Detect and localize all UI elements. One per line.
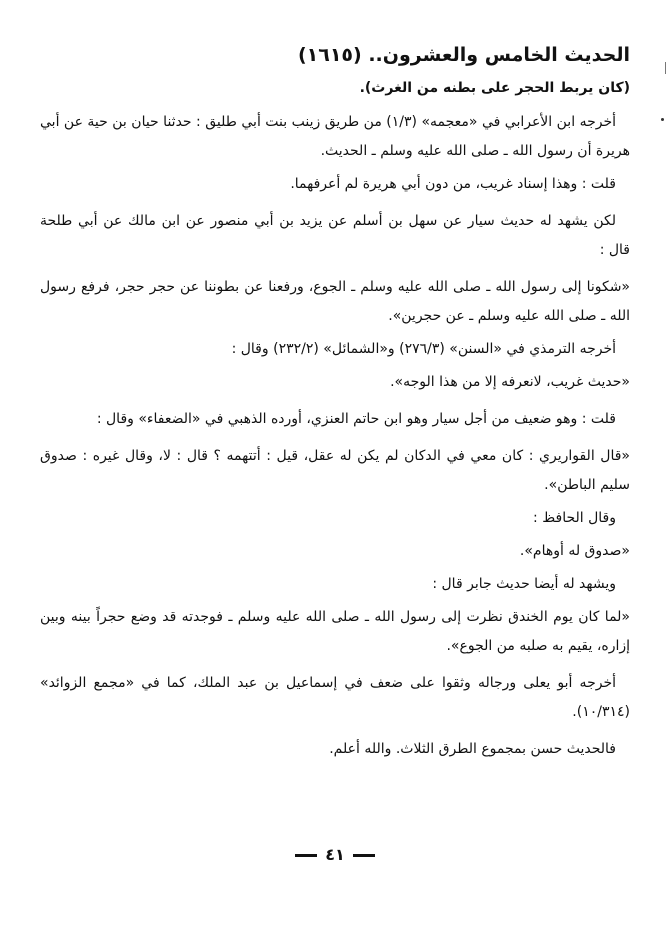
hadith-heading: الحديث الخامس والعشرون.. (١٦١٥) <box>297 44 630 66</box>
paragraph-shahid-jabir: ويشهد له أيضا حديث جابر قال : <box>432 576 616 592</box>
paragraph-hafiz: وقال الحافظ : <box>533 510 616 526</box>
quote-qawariri: «قال القواريري : كان معي في الدكان لم يكن له عقل، قيل : أتتهمه ؟ قال : لا، وقال غيره : صدوق سليم الباطن». <box>40 448 630 493</box>
page-content <box>40 40 630 768</box>
quote-jabir: «لما كان يوم الخندق نظرت إلى رسول الله ـ صلى الله عليه وسلم ـ فوجدته قد وضع حجراً بينه وبين إزاره، يقيم به صلبه من الجوع». <box>40 609 630 654</box>
quote-abi-talha: «شكونا إلى رسول الله ـ صلى الله عليه وسلم ـ الجوع، ورفعنا عن بطوننا عن حجر حجر، فرفع رسول الله ـ صلى الله عليه وسلم ـ عن حجرين». <box>40 279 630 324</box>
paragraph-sayyar-comment: قلت : وهو ضعيف من أجل سيار وهو ابن حاتم العنزي، أورده الذهبي في «الضعفاء» وقال : <box>96 411 616 427</box>
page-number-dash-right <box>353 854 375 857</box>
page-edge-mark <box>662 62 666 74</box>
paragraph-isnad-comment: قلت : وهذا إسناد غريب، من دون أبي هريرة لم أعرفهما. <box>290 176 616 192</box>
paragraph-takhrij-ibn-alarabi: أخرجه ابن الأعرابي في «معجمه» (١/٣) من طريق زينب بنت أبي طليق : حدثنا حيان بن حية عن أبي هريرة أن رسول الله ـ صلى الله عليه وسلم ـ الحديث. <box>40 114 630 159</box>
page-number: ٤١ <box>325 845 345 864</box>
paragraph-conclusion: فالحديث حسن بمجموع الطرق الثلاث. والله أعلم. <box>329 741 616 757</box>
paragraph-shahid-abi-talha: لكن يشهد له حديث سيار عن سهل بن أسلم عن يزيد بن أبي منصور عن ابن مالك عن أبي طلحة قال : <box>40 213 630 258</box>
page-number-dash-left <box>295 854 317 857</box>
paragraph-takhrij-abi-yala: أخرجه أبو يعلى ورجاله وثقوا على ضعف في إسماعيل بن عبد الملك، كما في «مجمع الزوائد» (١٠/٣١٤). <box>40 675 630 720</box>
paragraph-takhrij-tirmidhi: أخرجه الترمذي في «السنن» (٢٧٦/٣) و«الشمائل» (٢٣٢/٢) وقال : <box>231 341 616 357</box>
page-number-footer <box>0 845 670 864</box>
quote-tirmidhi: «حديث غريب، لانعرفه إلا من هذا الوجه». <box>390 374 630 390</box>
quote-hafiz: «صدوق له أوهام». <box>519 543 630 559</box>
page-edge-dot <box>661 118 664 121</box>
hadith-text: (كان يربط الحجر على بطنه من الغرث). <box>359 80 630 96</box>
